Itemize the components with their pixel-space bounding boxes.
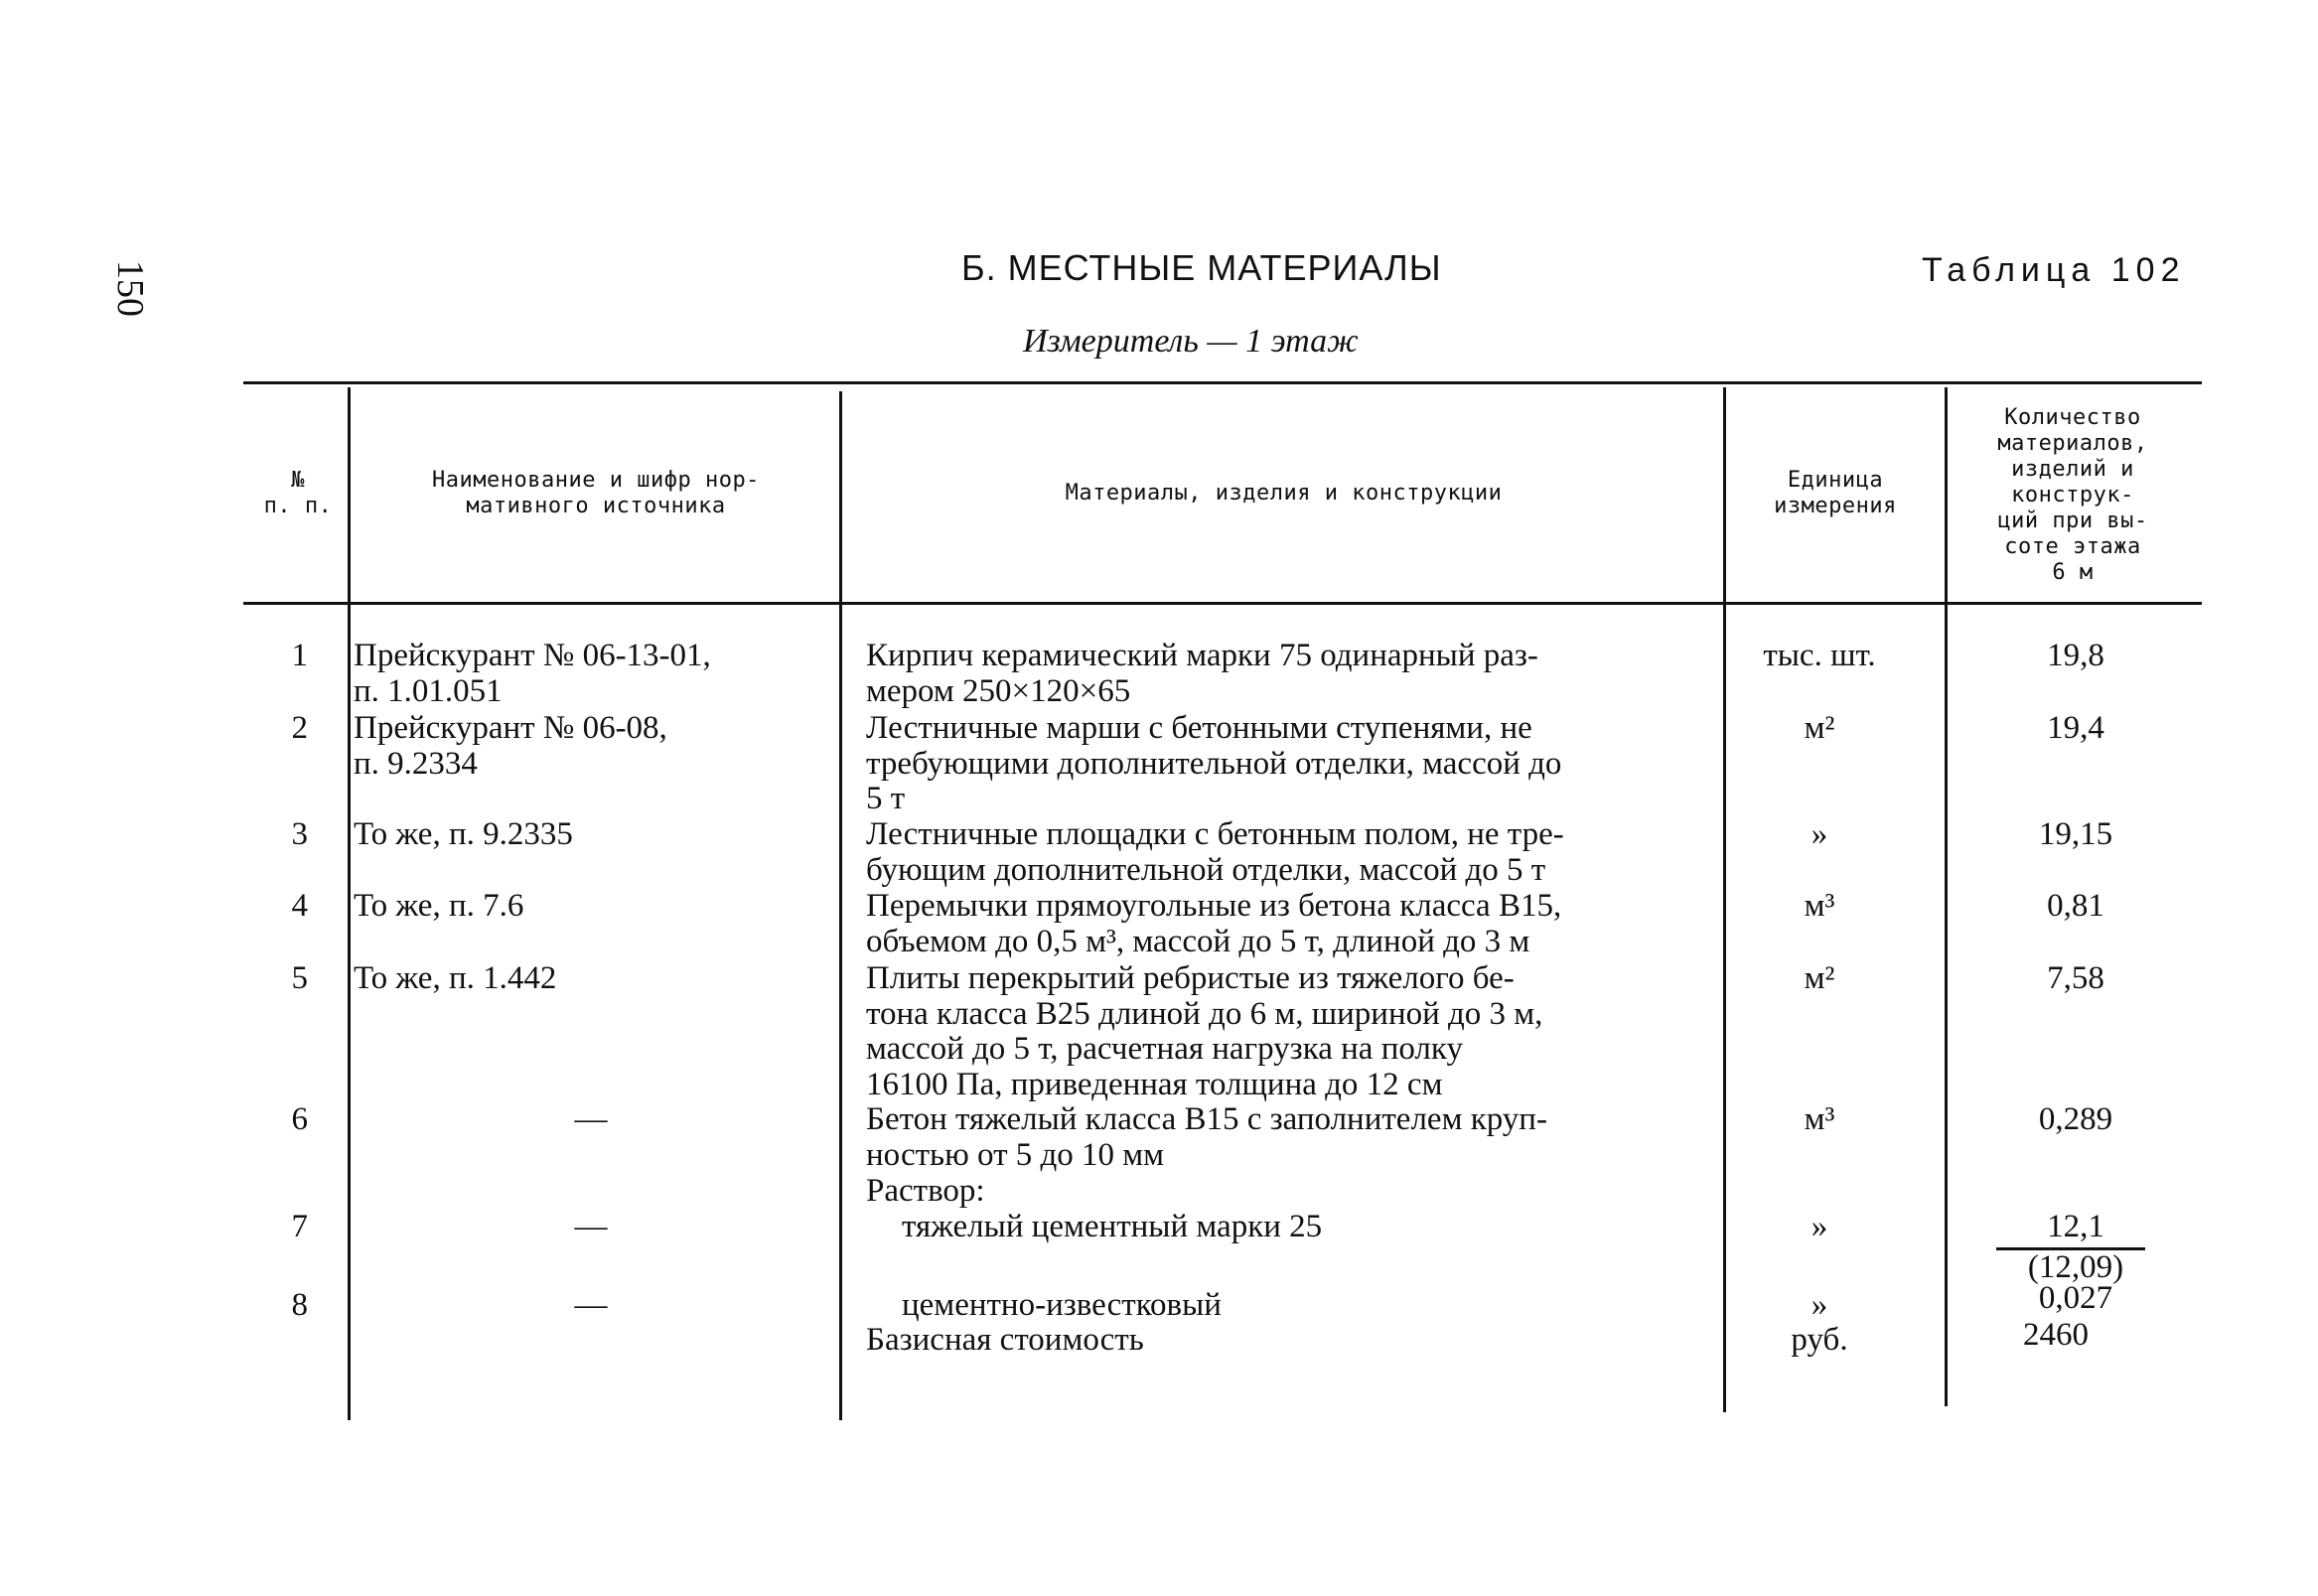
row-unit: м³ xyxy=(1804,1101,1835,1137)
row-material: Плиты перекрытий ребристые из тяжелого бе- тона класса В25 длиной до 6 м, шириной до 3 м, массой до 5 т, расчетная нагрузка на полку 16100 Па, приведенная толщина до 12 см xyxy=(866,960,1543,1102)
column-divider xyxy=(348,387,351,1420)
material-group-label: Раствор: xyxy=(866,1173,985,1209)
row-unit: м² xyxy=(1804,710,1835,746)
row-source: То же, п. 9.2335 xyxy=(354,816,573,852)
row-source: Прейскурант № 06-08, п. 9.2334 xyxy=(354,710,667,782)
header-materials: Материалы, изделия и конструкции xyxy=(1065,481,1503,506)
row-quantity: 19,4 xyxy=(2047,710,2104,746)
row-quantity: 7,58 xyxy=(2047,960,2104,996)
row-source: — xyxy=(574,1101,608,1137)
row-num: 3 xyxy=(291,816,308,852)
row-quantity: 12,1 xyxy=(2047,1209,2104,1244)
row-material xyxy=(866,1288,1730,1324)
row-source: То же, п. 7.6 xyxy=(354,888,524,924)
row-material: Лестничные марши с бетонными ступенями, не требующими дополнительной отделки, массой до 5 т xyxy=(866,710,1562,816)
measure-unit: Измеритель — 1 этаж xyxy=(1023,323,1359,360)
row-material: Бетон тяжелый класса В15 с заполнителем круп- ностью от 5 до 10 мм xyxy=(866,1101,1547,1173)
header-source: Наименование и шифр нор- мативного источника xyxy=(432,468,760,518)
row-material: Перемычки прямоугольные из бетона класса В15, объемом до 0,5 м³, массой до 5 т, длиной до 3 м xyxy=(866,888,1562,959)
row-material-text: цементно-известковый xyxy=(902,1287,1222,1323)
row-quantity-alt: (12,09) xyxy=(2027,1249,2124,1285)
row-num: 2 xyxy=(291,710,308,746)
header-bottom-rule xyxy=(243,602,2202,605)
row-num: 1 xyxy=(291,638,308,673)
header-num: № п. п. xyxy=(263,468,333,518)
header-unit: Единица измерения xyxy=(1774,468,1897,518)
row-num: 4 xyxy=(291,888,308,924)
page-number: 150 xyxy=(109,260,151,317)
column-divider xyxy=(839,391,842,1420)
row-num: 8 xyxy=(291,1287,308,1323)
row-material xyxy=(866,1210,1730,1245)
row-num: 6 xyxy=(291,1101,308,1137)
row-unit: » xyxy=(1811,1209,1828,1244)
row-quantity: 19,15 xyxy=(2038,816,2113,852)
row-source: Прейскурант № 06-13-01, п. 1.01.051 xyxy=(354,638,711,709)
row-unit: м³ xyxy=(1804,888,1835,924)
row-material: Кирпич керамический марки 75 одинарный раз- мером 250×120×65 xyxy=(866,638,1538,709)
row-num: 7 xyxy=(291,1209,308,1244)
row-unit: тыс. шт. xyxy=(1763,638,1876,673)
row-unit: » xyxy=(1811,816,1828,852)
column-divider xyxy=(1945,387,1948,1406)
row-unit: » xyxy=(1811,1287,1828,1323)
row-quantity: 0,81 xyxy=(2047,888,2104,924)
table-top-rule xyxy=(243,381,2202,384)
base-cost-label: Базисная стоимость xyxy=(866,1322,1144,1358)
header-quantity: Количество материалов, изделий и конструк- ций при вы- соте этажа 6 м xyxy=(1997,405,2148,585)
row-source: — xyxy=(574,1287,608,1323)
row-quantity: 0,027 xyxy=(2038,1280,2113,1316)
row-source: — xyxy=(574,1209,608,1244)
section-title: Б. МЕСТНЫЕ МАТЕРИАЛЫ xyxy=(961,247,1442,288)
row-unit: м² xyxy=(1804,960,1835,996)
base-cost-value: 2460 xyxy=(2023,1317,2089,1353)
row-quantity: 0,289 xyxy=(2038,1101,2113,1137)
row-num: 5 xyxy=(291,960,308,996)
row-material: Лестничные площадки с бетонным полом, не тре- бующим дополнительной отделки, массой до 5 т xyxy=(866,816,1564,888)
base-cost-unit: руб. xyxy=(1791,1322,1848,1358)
row-source: То же, п. 1.442 xyxy=(354,960,557,996)
row-quantity: 19,8 xyxy=(2047,638,2104,673)
table-label: Таблица 102 xyxy=(1922,251,2186,289)
row-material-text: тяжелый цементный марки 25 xyxy=(902,1209,1323,1244)
